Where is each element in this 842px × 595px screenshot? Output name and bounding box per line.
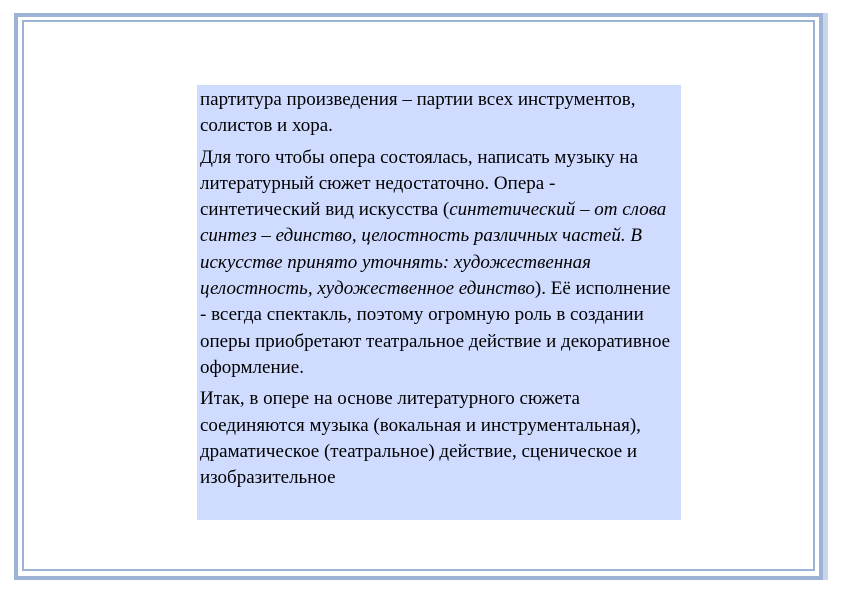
paragraph-opera-synthesis-start: Для того чтобы опера состоялась, написать музыку на литературный сюжет недостаточно. Опера - синтетический вид искусства ( (200, 146, 639, 221)
frame-shadow (823, 13, 828, 580)
text-block (197, 85, 681, 520)
paragraph-conclusion: Итак, в опере на основе литературного сюжета соединяются музыка (вокальная и инструментальная), драматическое (театральное) действие, сценическое и изобразительное (200, 388, 641, 489)
paragraph-score: партитура произведения – партии всех инструментов, солистов и хора. (200, 89, 636, 137)
paragraph-opera-synthesis (200, 145, 679, 382)
paragraph-opera-synthesis-end: ). Её исполнение - всегда спектакль, поэтому огромную роль в создании оперы приобретают театральное действие и декоративное оформление. (200, 278, 671, 378)
synthesis-definition: синтетический – от слова синтез – единство, целостность различных частей. В искусстве принято уточнять: художественная целостность, художественное единство (200, 199, 667, 300)
